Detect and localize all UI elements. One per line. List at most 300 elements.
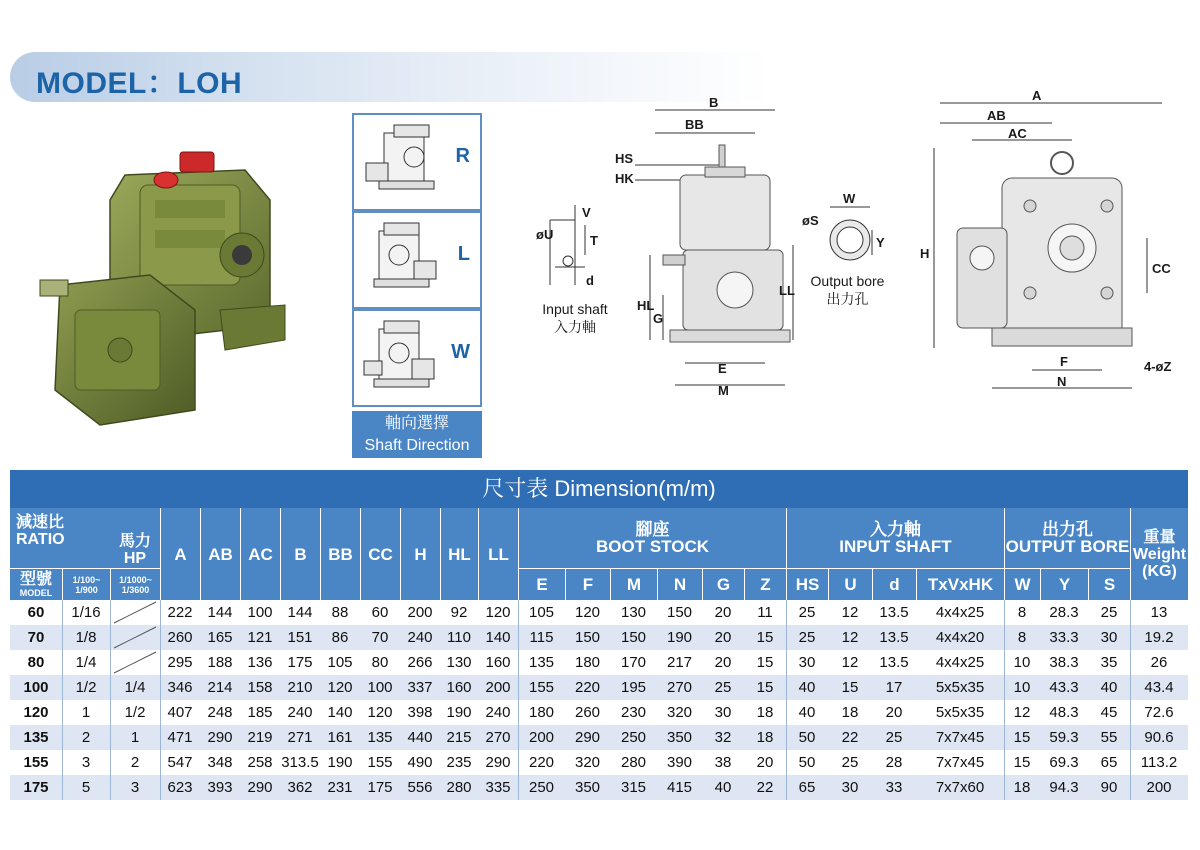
- table-cell: 5x5x35: [935, 704, 985, 721]
- table-cell: 32: [714, 729, 732, 746]
- table-cell: 30: [841, 779, 859, 796]
- table-cell: 175: [367, 779, 393, 796]
- table-cell: 50: [798, 729, 816, 746]
- table-cell: 393: [207, 779, 233, 796]
- table-cell: 80: [371, 654, 389, 671]
- col-hl: HL: [440, 508, 478, 600]
- table-cell: 25: [885, 729, 903, 746]
- table-cell: 20: [885, 704, 903, 721]
- table-cell: 15: [756, 654, 774, 671]
- table-cell: 180: [528, 704, 555, 721]
- table-row: [10, 700, 1188, 725]
- ratio-range-1-bottom: 1/900: [75, 584, 98, 595]
- table-cell: 160: [485, 654, 511, 671]
- table-cell: 45: [1100, 704, 1118, 721]
- table-cell: 290: [485, 754, 511, 771]
- table-cell: 271: [287, 729, 313, 746]
- table-cell: 40: [798, 704, 816, 721]
- table-cell: 280: [446, 779, 472, 796]
- shaft-caption-en: Shaft Direction: [364, 437, 470, 454]
- column-divider: [110, 600, 111, 800]
- table-cell: 38.3: [1049, 654, 1079, 671]
- table-cell: 155: [367, 754, 393, 771]
- table-cell: 8: [1017, 604, 1027, 621]
- table-cell: 350: [666, 729, 693, 746]
- table-cell: 25: [714, 679, 732, 696]
- table-cell: 65: [1100, 754, 1118, 771]
- table-row: [10, 600, 1188, 625]
- ratio-range-1-top: 1/100~: [72, 574, 101, 585]
- table-cell: 13.5: [879, 604, 909, 621]
- table-cell: 270: [485, 729, 511, 746]
- shaft-letter-r: R: [455, 145, 470, 167]
- column-divider: [62, 600, 63, 800]
- table-cell: 20: [714, 654, 732, 671]
- model-cell: 60: [27, 604, 45, 621]
- shaft-letter-l: L: [457, 243, 470, 265]
- shaft-direction-panel: [352, 113, 482, 458]
- table-cell: 10: [1013, 654, 1031, 671]
- table-cell: 1: [81, 704, 91, 721]
- shaft-option-l: [352, 211, 482, 309]
- table-cell: 623: [167, 779, 193, 796]
- table-cell: 200: [485, 679, 511, 696]
- table-cell: 7x7x45: [935, 729, 985, 746]
- column-divider: [518, 600, 519, 800]
- col-y: Y: [1040, 568, 1088, 600]
- col-a: A: [160, 508, 200, 600]
- hp-header: [110, 532, 160, 568]
- table-cell: 185: [247, 704, 273, 721]
- table-cell: 160: [446, 679, 472, 696]
- dimension-table-title: 尺寸表 Dimension(m/m): [10, 470, 1188, 508]
- table-cell: 20: [756, 754, 774, 771]
- table-cell: 161: [327, 729, 353, 746]
- table-cell: 55: [1100, 729, 1118, 746]
- table-cell: 12: [1013, 704, 1031, 721]
- table-cell: 90: [1100, 779, 1118, 796]
- output-bore-caption: [800, 272, 895, 308]
- table-cell: 25: [798, 604, 816, 621]
- table-cell: 40: [714, 779, 732, 796]
- col-e: E: [518, 568, 565, 600]
- table-cell: 547: [167, 754, 193, 771]
- col-m: M: [610, 568, 657, 600]
- dim-cc: CC: [1152, 261, 1171, 276]
- dim-ac: AC: [1008, 126, 1027, 141]
- output-en: OUTPUT BORE: [1005, 537, 1130, 556]
- table-cell: 320: [574, 754, 601, 771]
- ratio-range-2-bottom: 1/3600: [121, 584, 150, 595]
- table-cell: 28: [885, 754, 903, 771]
- col-w: W: [1004, 568, 1040, 600]
- weight-en: Weight: [1132, 545, 1187, 563]
- table-cell: 120: [367, 704, 393, 721]
- table-cell: 65: [798, 779, 816, 796]
- table-cell: 150: [666, 604, 693, 621]
- table-cell: 20: [714, 629, 732, 646]
- table-cell: 12: [841, 604, 859, 621]
- column-divider: [786, 600, 787, 800]
- table-cell: 121: [247, 629, 273, 646]
- empty-cell-slash: [110, 625, 160, 650]
- table-cell: 270: [666, 679, 693, 696]
- col-ac: AC: [240, 508, 280, 600]
- empty-cell-slash: [110, 650, 160, 675]
- model-header: [10, 568, 62, 600]
- boot-stock-header: [518, 508, 786, 568]
- table-cell: 25: [1100, 604, 1118, 621]
- table-cell: 266: [407, 654, 433, 671]
- table-cell: 130: [620, 604, 647, 621]
- output-cn: 出力孔: [1042, 520, 1093, 539]
- table-cell: 235: [446, 754, 472, 771]
- table-cell: 214: [207, 679, 233, 696]
- table-cell: 38: [714, 754, 732, 771]
- table-cell: 105: [327, 654, 353, 671]
- table-cell: 556: [407, 779, 433, 796]
- table-cell: 258: [247, 754, 273, 771]
- table-cell: 130: [446, 654, 472, 671]
- col-cc: CC: [360, 508, 400, 600]
- table-cell: 155: [528, 679, 555, 696]
- column-divider: [160, 600, 161, 800]
- table-cell: 200: [407, 604, 433, 621]
- shaft-caption-cn: 軸向選擇: [384, 415, 449, 432]
- table-cell: 15: [756, 629, 774, 646]
- table-cell: 490: [407, 754, 433, 771]
- table-cell: 25: [798, 629, 816, 646]
- table-row: [10, 650, 1188, 675]
- table-cell: 2: [130, 754, 140, 771]
- col-z: Z: [744, 568, 786, 600]
- shaft-option-w: [352, 309, 482, 407]
- table-cell: 43.4: [1144, 679, 1174, 696]
- input-shaft-caption-en: Input shaft: [542, 301, 608, 317]
- table-cell: 220: [574, 679, 601, 696]
- table-cell: 1/4: [124, 679, 146, 696]
- col-b: B: [280, 508, 320, 600]
- table-cell: 290: [207, 729, 233, 746]
- table-cell: 48.3: [1049, 704, 1079, 721]
- table-cell: 1/8: [75, 629, 97, 646]
- table-cell: 15: [841, 679, 859, 696]
- table-cell: 220: [528, 754, 555, 771]
- table-cell: 35: [1100, 654, 1118, 671]
- table-cell: 200: [528, 729, 555, 746]
- table-cell: 5x5x35: [935, 679, 985, 696]
- table-cell: 94.3: [1049, 779, 1079, 796]
- col-s: S: [1088, 568, 1130, 600]
- table-cell: 7x7x45: [935, 754, 985, 771]
- table-cell: 219: [247, 729, 273, 746]
- dim-f: F: [1060, 354, 1068, 369]
- table-cell: 250: [620, 729, 647, 746]
- dim-4z: 4-øZ: [1144, 359, 1172, 374]
- table-cell: 390: [666, 754, 693, 771]
- ratio-cn: 減速比: [16, 514, 65, 531]
- output-bore-header: [1004, 508, 1130, 568]
- column-divider: [1130, 600, 1131, 800]
- table-cell: 1/4: [75, 654, 97, 671]
- table-cell: 440: [407, 729, 433, 746]
- table-cell: 100: [247, 604, 273, 621]
- table-cell: 43.3: [1049, 679, 1079, 696]
- table-cell: 175: [287, 654, 313, 671]
- dim-hl: HL: [637, 298, 655, 313]
- table-row: [10, 625, 1188, 650]
- weight-unit: (KG): [1142, 562, 1177, 580]
- input-shaft-drawing: [530, 195, 620, 305]
- table-cell: 151: [287, 629, 313, 646]
- table-cell: 136: [247, 654, 273, 671]
- table-cell: 86: [331, 629, 349, 646]
- dimension-table-header: [10, 508, 1188, 600]
- table-cell: 180: [574, 654, 601, 671]
- model-cell: 135: [23, 729, 49, 746]
- table-cell: 18: [841, 704, 859, 721]
- table-cell: 15: [1013, 729, 1031, 746]
- table-cell: 140: [327, 704, 353, 721]
- table-cell: 1/2: [124, 704, 146, 721]
- table-cell: 40: [798, 679, 816, 696]
- table-cell: 348: [207, 754, 233, 771]
- dim-v: V: [582, 205, 591, 220]
- table-cell: 200: [1146, 779, 1172, 796]
- table-cell: 3: [130, 779, 140, 796]
- dim-g: G: [653, 311, 664, 326]
- table-cell: 115: [529, 629, 554, 646]
- table-cell: 4x4x25: [935, 654, 985, 671]
- table-cell: 260: [574, 704, 601, 721]
- table-cell: 110: [447, 629, 471, 646]
- table-cell: 90.6: [1144, 729, 1174, 746]
- input-shaft-caption: [530, 300, 620, 336]
- model-cell: 80: [27, 654, 45, 671]
- table-cell: 248: [207, 704, 233, 721]
- table-cell: 100: [367, 679, 393, 696]
- table-cell: 150: [574, 629, 601, 646]
- table-cell: 362: [287, 779, 313, 796]
- table-cell: 12: [841, 654, 859, 671]
- table-cell: 22: [756, 779, 774, 796]
- front-view-drawing: [912, 88, 1192, 393]
- table-cell: 215: [446, 729, 472, 746]
- table-cell: 158: [247, 679, 273, 696]
- table-cell: 17: [885, 679, 903, 696]
- ratio-range-2: [110, 568, 160, 600]
- table-cell: 105: [528, 604, 555, 621]
- dim-e: E: [718, 361, 727, 376]
- dim-hs: HS: [615, 151, 634, 166]
- table-row: [10, 675, 1188, 700]
- dim-n: N: [1057, 374, 1067, 389]
- input-shaft-caption-cn: 入力軸: [554, 319, 596, 335]
- table-cell: 92: [450, 604, 468, 621]
- table-cell: 113.2: [1140, 754, 1178, 771]
- table-cell: 4x4x20: [935, 629, 985, 646]
- table-cell: 350: [574, 779, 601, 796]
- dim-ab: AB: [987, 108, 1006, 123]
- table-cell: 313.5: [281, 754, 319, 771]
- col-n: N: [657, 568, 702, 600]
- table-cell: 25: [841, 754, 859, 771]
- table-cell: 217: [666, 654, 693, 671]
- table-cell: 415: [666, 779, 693, 796]
- table-cell: 120: [327, 679, 353, 696]
- table-cell: 120: [485, 604, 511, 621]
- table-cell: 5: [81, 779, 91, 796]
- dim-y: Y: [876, 235, 885, 250]
- table-cell: 290: [247, 779, 273, 796]
- table-cell: 1/2: [75, 679, 97, 696]
- model-cell: 155: [23, 754, 49, 771]
- shaft-option-r: [352, 113, 482, 211]
- dim-hk: HK: [615, 171, 634, 186]
- model-cell: 100: [23, 679, 49, 696]
- table-cell: 72.6: [1144, 704, 1174, 721]
- table-cell: 60: [371, 604, 389, 621]
- hp-en: HP: [123, 550, 147, 567]
- empty-cell-slash: [110, 600, 160, 625]
- table-cell: 144: [287, 604, 313, 621]
- col-u: U: [828, 568, 872, 600]
- table-cell: 231: [327, 779, 353, 796]
- table-cell: 7x7x60: [935, 779, 985, 796]
- table-cell: 250: [528, 779, 555, 796]
- column-divider: [1004, 600, 1005, 800]
- table-cell: 1/16: [71, 604, 101, 621]
- dim-s: øS: [802, 213, 819, 228]
- weight-header: [1130, 508, 1188, 600]
- col-txvxhk: TxVxHK: [916, 568, 1004, 600]
- table-cell: 135: [367, 729, 393, 746]
- table-cell: 13: [1150, 604, 1168, 621]
- col-ll: LL: [478, 508, 518, 600]
- table-cell: 260: [167, 629, 193, 646]
- model-cell: 175: [23, 779, 49, 796]
- table-cell: 30: [798, 654, 816, 671]
- boot-en: BOOT STOCK: [595, 537, 710, 556]
- table-cell: 13.5: [879, 654, 909, 671]
- table-cell: 240: [485, 704, 511, 721]
- table-cell: 346: [167, 679, 193, 696]
- col-bb: BB: [320, 508, 360, 600]
- table-cell: 13.5: [879, 629, 909, 646]
- table-cell: 222: [167, 604, 193, 621]
- table-cell: 18: [756, 729, 774, 746]
- output-bore-caption-cn: 出力孔: [826, 291, 869, 307]
- table-cell: 18: [756, 704, 774, 721]
- model-cell: 120: [23, 704, 49, 721]
- table-cell: 33: [885, 779, 903, 796]
- table-cell: 70: [371, 629, 389, 646]
- col-f: F: [565, 568, 610, 600]
- table-cell: 50: [798, 754, 816, 771]
- dim-d: d: [586, 273, 594, 288]
- table-cell: 28.3: [1049, 604, 1079, 621]
- table-cell: 19.2: [1144, 629, 1174, 646]
- col-h: H: [400, 508, 440, 600]
- col-hs: HS: [786, 568, 828, 600]
- table-cell: 295: [167, 654, 193, 671]
- table-cell: 120: [574, 604, 601, 621]
- table-cell: 26: [1150, 654, 1168, 671]
- shaft-letter-w: W: [451, 341, 470, 363]
- gearbox-photo: [30, 140, 320, 440]
- col-g: G: [702, 568, 744, 600]
- shaft-direction-caption: [352, 411, 482, 458]
- dim-a: A: [1032, 88, 1042, 103]
- table-cell: 190: [446, 704, 472, 721]
- table-cell: 315: [620, 779, 647, 796]
- table-cell: 170: [620, 654, 647, 671]
- table-cell: 195: [620, 679, 647, 696]
- ratio-range-2-top: 1/1000~: [119, 574, 152, 585]
- ratio-range-1: [62, 568, 110, 600]
- table-cell: 12: [841, 629, 859, 646]
- table-cell: 59.3: [1049, 729, 1079, 746]
- dim-h: H: [920, 246, 930, 261]
- table-cell: 18: [1013, 779, 1031, 796]
- table-cell: 2: [81, 729, 91, 746]
- dim-bb: BB: [685, 117, 704, 132]
- dim-b: B: [709, 95, 719, 110]
- table-cell: 20: [714, 604, 732, 621]
- table-cell: 30: [714, 704, 732, 721]
- output-bore-drawing: [800, 185, 895, 270]
- table-cell: 10: [1013, 679, 1031, 696]
- table-cell: 135: [528, 654, 555, 671]
- table-cell: 144: [207, 604, 233, 621]
- table-row: [10, 725, 1188, 750]
- ratio-en: RATIO: [16, 531, 65, 548]
- model-en: MODEL: [19, 588, 53, 598]
- dim-ll: LL: [779, 283, 795, 298]
- hp-cn: 馬力: [118, 533, 151, 550]
- table-cell: 15: [1013, 754, 1031, 771]
- table-cell: 398: [407, 704, 433, 721]
- model-title: MODEL：LOH: [36, 67, 243, 100]
- table-cell: 15: [756, 679, 774, 696]
- table-cell: 69.3: [1049, 754, 1079, 771]
- table-cell: 190: [666, 629, 693, 646]
- dim-u: øU: [536, 227, 554, 242]
- table-cell: 8: [1017, 629, 1027, 646]
- table-cell: 471: [167, 729, 193, 746]
- table-cell: 4x4x25: [935, 604, 985, 621]
- col-d: d: [872, 568, 916, 600]
- output-bore-caption-en: Output bore: [810, 273, 885, 289]
- input-en: INPUT SHAFT: [839, 537, 952, 556]
- table-cell: 188: [207, 654, 233, 671]
- table-cell: 1: [130, 729, 140, 746]
- table-cell: 11: [757, 604, 773, 621]
- model-cell: 70: [27, 629, 45, 646]
- table-cell: 240: [407, 629, 433, 646]
- dim-w: W: [843, 191, 856, 206]
- table-cell: 33.3: [1049, 629, 1079, 646]
- table-cell: 3: [81, 754, 91, 771]
- table-cell: 22: [841, 729, 859, 746]
- table-cell: 88: [331, 604, 349, 621]
- table-cell: 165: [207, 629, 233, 646]
- table-row: [10, 775, 1188, 800]
- model-cn: 型號: [19, 571, 52, 588]
- table-cell: 190: [327, 754, 353, 771]
- table-cell: 230: [620, 704, 647, 721]
- table-cell: 240: [287, 704, 313, 721]
